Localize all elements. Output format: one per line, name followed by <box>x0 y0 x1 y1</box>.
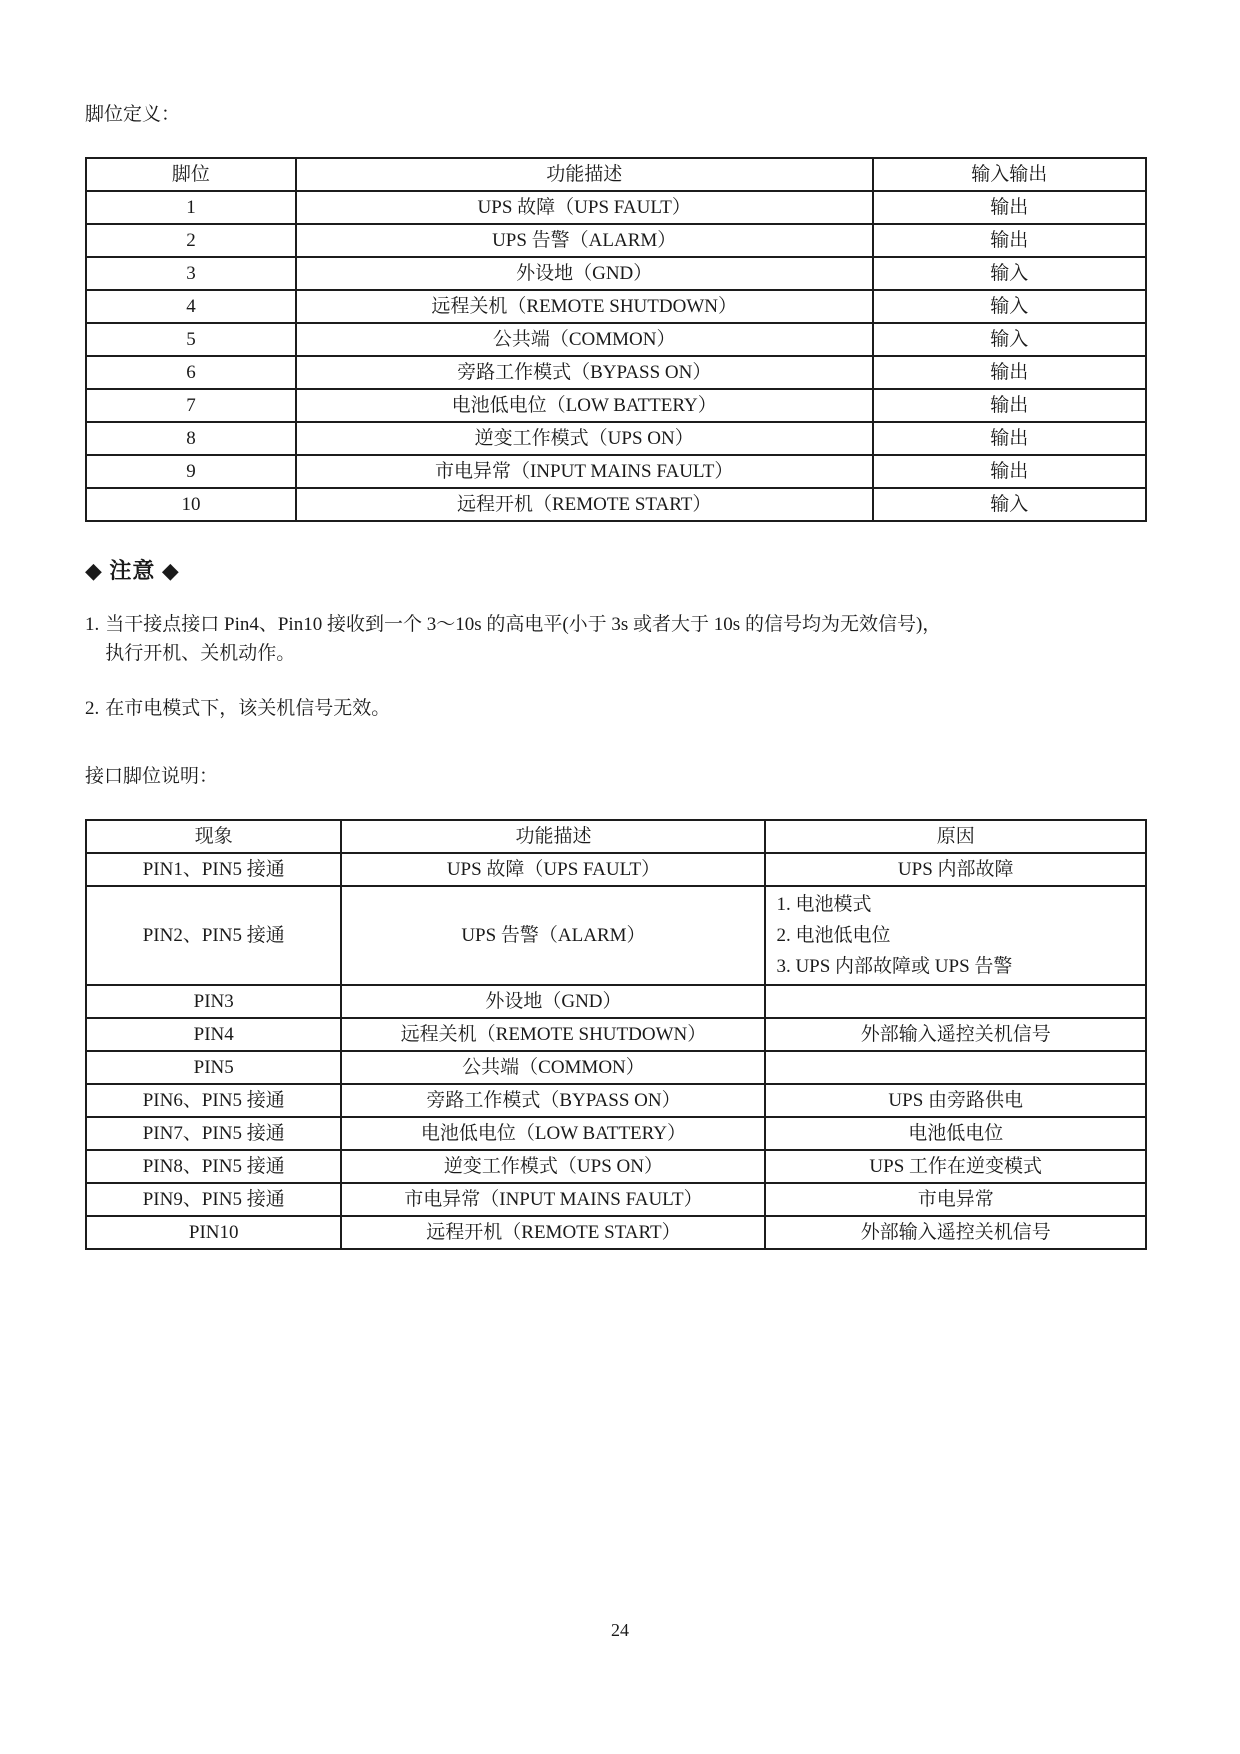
notice-heading: ◆ 注意 ◆ <box>85 558 180 583</box>
table-row <box>86 1183 1146 1216</box>
page-content <box>85 103 1147 1250</box>
table-cell: 输出 <box>873 224 1146 257</box>
table-cell: 输入 <box>873 257 1146 290</box>
table-cell: 公共端（COMMON） <box>296 323 873 356</box>
notice-item <box>85 610 1147 668</box>
page-number: 24 <box>611 1620 629 1640</box>
table-cell: 旁路工作模式（BYPASS ON） <box>341 1084 765 1117</box>
table-cell: 逆变工作模式（UPS ON） <box>296 422 873 455</box>
table-cell: 输出 <box>873 356 1146 389</box>
table-cell: 输出 <box>873 422 1146 455</box>
table-row <box>86 1150 1146 1183</box>
table-cell: 1. 电池模式 2. 电池低电位 3. UPS 内部故障或 UPS 告警 <box>765 886 1146 985</box>
table-row <box>86 853 1146 886</box>
column-header: 原因 <box>765 820 1146 853</box>
table-cell: 10 <box>86 488 296 521</box>
table-cell: 电池低电位（LOW BATTERY） <box>296 389 873 422</box>
table-cell: UPS 故障（UPS FAULT） <box>296 191 873 224</box>
table-cell: 3 <box>86 257 296 290</box>
table-row <box>86 290 1146 323</box>
table-cell <box>765 1051 1146 1084</box>
table-row <box>86 1018 1146 1051</box>
table-cell: UPS 告警（ALARM） <box>341 886 765 985</box>
table-cell: 输入 <box>873 488 1146 521</box>
interface-pin-heading: 接口脚位说明： <box>85 766 219 787</box>
table-cell: 市电异常 <box>765 1183 1146 1216</box>
table-cell: 旁路工作模式（BYPASS ON） <box>296 356 873 389</box>
column-header: 功能描述 <box>341 820 765 853</box>
column-header: 功能描述 <box>296 158 873 191</box>
notice-list <box>85 610 1147 723</box>
table-row <box>86 389 1146 422</box>
table-cell: 输入 <box>873 290 1146 323</box>
table-cell: 输出 <box>873 389 1146 422</box>
column-header: 现象 <box>86 820 341 853</box>
table-cell: 6 <box>86 356 296 389</box>
table-row <box>86 356 1146 389</box>
table-cell: 7 <box>86 389 296 422</box>
table-row <box>86 1051 1146 1084</box>
notice-item-number: 1. <box>85 614 100 635</box>
table-cell: 远程开机（REMOTE START） <box>341 1216 765 1249</box>
table-row <box>86 191 1146 224</box>
table-cell: 外部输入遥控关机信号 <box>765 1018 1146 1051</box>
notice-item <box>85 694 1147 723</box>
table-row <box>86 455 1146 488</box>
pin-definition-header-row <box>86 158 1146 191</box>
table-row <box>86 886 1146 985</box>
table-cell: 5 <box>86 323 296 356</box>
table-cell: PIN9、PIN5 接通 <box>86 1183 341 1216</box>
table-row <box>86 257 1146 290</box>
table-cell: 电池低电位 <box>765 1117 1146 1150</box>
table-row <box>86 1117 1146 1150</box>
table-cell: PIN4 <box>86 1018 341 1051</box>
column-header: 输入输出 <box>873 158 1146 191</box>
table-cell: 1 <box>86 191 296 224</box>
table-cell: UPS 告警（ALARM） <box>296 224 873 257</box>
table-cell: PIN2、PIN5 接通 <box>86 886 341 985</box>
table-cell: PIN10 <box>86 1216 341 1249</box>
table-row <box>86 422 1146 455</box>
table-cell: PIN3 <box>86 985 341 1018</box>
pin-definition-heading: 脚位定义： <box>85 104 181 125</box>
notice-item-text: 当干接点接口 Pin4、Pin10 接收到一个 3～10s 的高电平(小于 3s 或者大于 10s 的信号均为无效信号)， 执行开机、关机动作。 <box>105 614 942 664</box>
table-cell: PIN1、PIN5 接通 <box>86 853 341 886</box>
table-cell: 公共端（COMMON） <box>341 1051 765 1084</box>
table-cell: 市电异常（INPUT MAINS FAULT） <box>296 455 873 488</box>
table-cell: 输入 <box>873 323 1146 356</box>
table-cell: 远程关机（REMOTE SHUTDOWN） <box>296 290 873 323</box>
table-cell: 外部输入遥控关机信号 <box>765 1216 1146 1249</box>
table-row <box>86 1084 1146 1117</box>
interface-pin-table <box>85 819 1147 1250</box>
table-cell: 9 <box>86 455 296 488</box>
table-cell: 外设地（GND） <box>341 985 765 1018</box>
table-cell: 远程开机（REMOTE START） <box>296 488 873 521</box>
table-cell: UPS 内部故障 <box>765 853 1146 886</box>
table-row <box>86 224 1146 257</box>
table-cell: PIN6、PIN5 接通 <box>86 1084 341 1117</box>
table-cell: 输出 <box>873 455 1146 488</box>
table-cell: PIN8、PIN5 接通 <box>86 1150 341 1183</box>
table-cell: 2 <box>86 224 296 257</box>
table-cell: 电池低电位（LOW BATTERY） <box>341 1117 765 1150</box>
table-cell: 远程关机（REMOTE SHUTDOWN） <box>341 1018 765 1051</box>
table-cell: 输出 <box>873 191 1146 224</box>
table-row <box>86 985 1146 1018</box>
table-cell: 8 <box>86 422 296 455</box>
notice-item-number: 2. <box>85 698 100 719</box>
table-cell <box>765 985 1146 1018</box>
table-row <box>86 1216 1146 1249</box>
interface-pin-header-row <box>86 820 1146 853</box>
table-cell: PIN5 <box>86 1051 341 1084</box>
table-cell: 4 <box>86 290 296 323</box>
table-cell: 逆变工作模式（UPS ON） <box>341 1150 765 1183</box>
pin-definition-table <box>85 157 1147 522</box>
table-cell: UPS 工作在逆变模式 <box>765 1150 1146 1183</box>
table-row <box>86 323 1146 356</box>
table-cell: 市电异常（INPUT MAINS FAULT） <box>341 1183 765 1216</box>
table-cell: UPS 故障（UPS FAULT） <box>341 853 765 886</box>
table-cell: PIN7、PIN5 接通 <box>86 1117 341 1150</box>
notice-item-text: 在市电模式下，该关机信号无效。 <box>105 698 391 719</box>
table-cell: 外设地（GND） <box>296 257 873 290</box>
table-row <box>86 488 1146 521</box>
table-cell: UPS 由旁路供电 <box>765 1084 1146 1117</box>
column-header: 脚位 <box>86 158 296 191</box>
